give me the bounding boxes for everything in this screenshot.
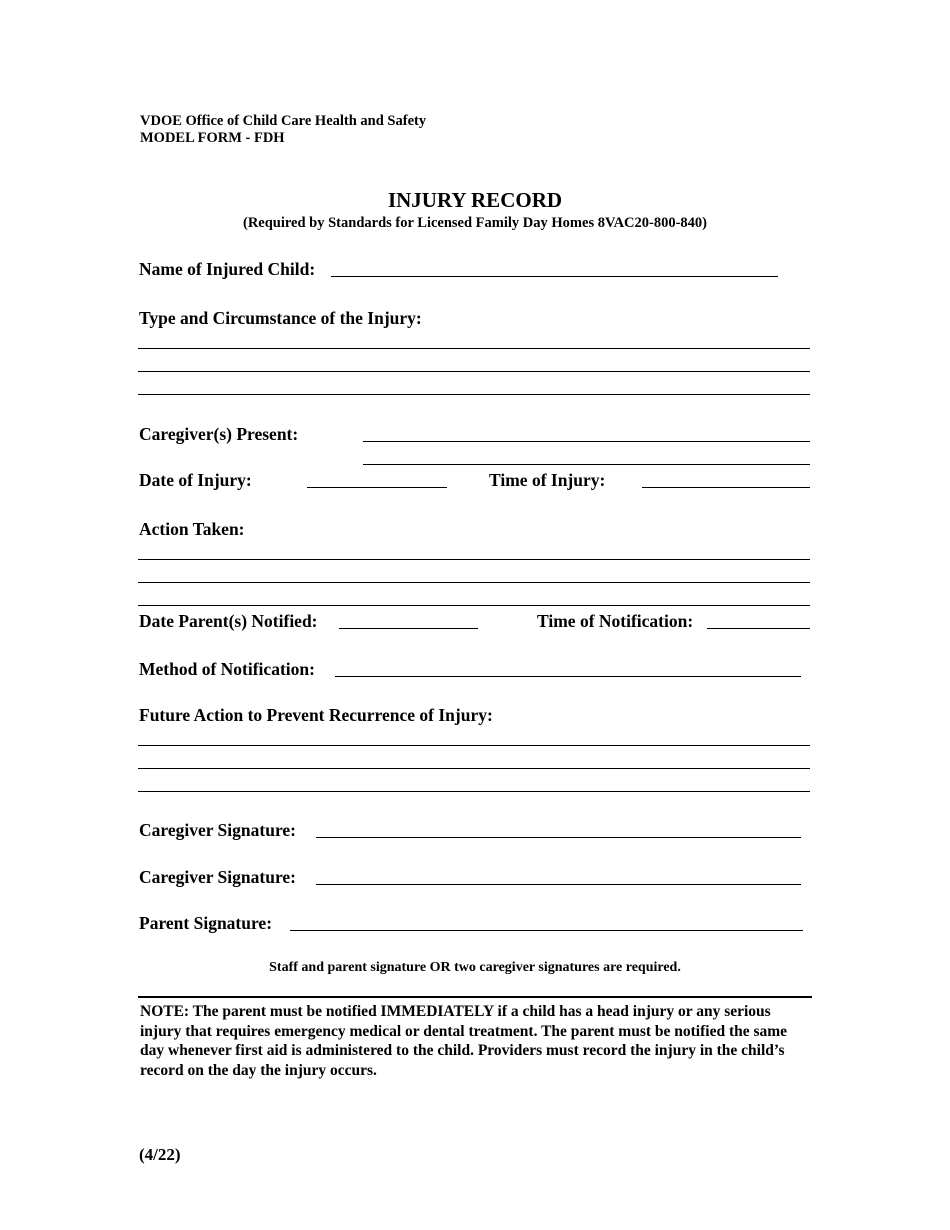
parent-signature-field[interactable] [290, 930, 803, 931]
future-action-line-3[interactable] [138, 791, 810, 792]
injury-type-line-1[interactable] [138, 348, 810, 349]
future-action-label: Future Action to Prevent Recurrence of Injury: [139, 705, 493, 725]
date-of-injury-field[interactable] [307, 487, 447, 488]
future-action-line-2[interactable] [138, 768, 810, 769]
caregiver-signature-1-field[interactable] [316, 837, 801, 838]
child-name-field[interactable] [331, 276, 778, 277]
revision-date: (4/22) [139, 1145, 181, 1164]
caregivers-present-line-1[interactable] [363, 441, 810, 442]
signature-requirement-note: Staff and parent signature OR two caregiver signatures are required. [269, 960, 681, 975]
caregiver-signature-2-label: Caregiver Signature: [139, 867, 296, 887]
injury-type-line-2[interactable] [138, 371, 810, 372]
parent-signature-label: Parent Signature: [139, 913, 273, 933]
child-name-label: Name of Injured Child: [139, 259, 316, 279]
time-of-notification-label: Time of Notification: [537, 611, 694, 631]
action-taken-label: Action Taken: [139, 519, 245, 539]
page-subtitle: (Required by Standards for Licensed Family Day Homes 8VAC20-800-840) [242, 215, 707, 231]
page-title: INJURY RECORD [387, 188, 563, 212]
note-divider [138, 996, 812, 998]
date-of-injury-label: Date of Injury: [139, 470, 252, 490]
form-code: MODEL FORM - FDH [140, 130, 285, 146]
future-action-line-1[interactable] [138, 745, 810, 746]
agency-name: VDOE Office of Child Care Health and Safety [140, 113, 427, 129]
time-of-injury-label: Time of Injury: [489, 470, 606, 490]
action-taken-line-2[interactable] [138, 582, 810, 583]
caregiver-signature-2-field[interactable] [316, 884, 801, 885]
action-taken-line-3[interactable] [138, 605, 810, 606]
notification-note: NOTE: The parent must be notified IMMEDIATELY if a child has a head injury or any serious injury that requires emergency medical or dental treatment. The parent must be notified the same day whenever first aid is administered to the child. Providers must record the injury in the child’s record on the day the injury occurs. [140, 1003, 788, 1079]
action-taken-line-1[interactable] [138, 559, 810, 560]
date-parent-notified-label: Date Parent(s) Notified: [139, 611, 318, 631]
caregivers-present-line-2[interactable] [363, 464, 810, 465]
date-parent-notified-field[interactable] [339, 628, 478, 629]
caregivers-present-label: Caregiver(s) Present: [139, 424, 299, 444]
time-of-injury-field[interactable] [642, 487, 810, 488]
injury-type-label: Type and Circumstance of the Injury: [139, 308, 422, 328]
method-of-notification-field[interactable] [335, 676, 801, 677]
caregiver-signature-1-label: Caregiver Signature: [139, 820, 296, 840]
time-of-notification-field[interactable] [707, 628, 810, 629]
method-of-notification-label: Method of Notification: [139, 659, 315, 679]
injury-type-line-3[interactable] [138, 394, 810, 395]
